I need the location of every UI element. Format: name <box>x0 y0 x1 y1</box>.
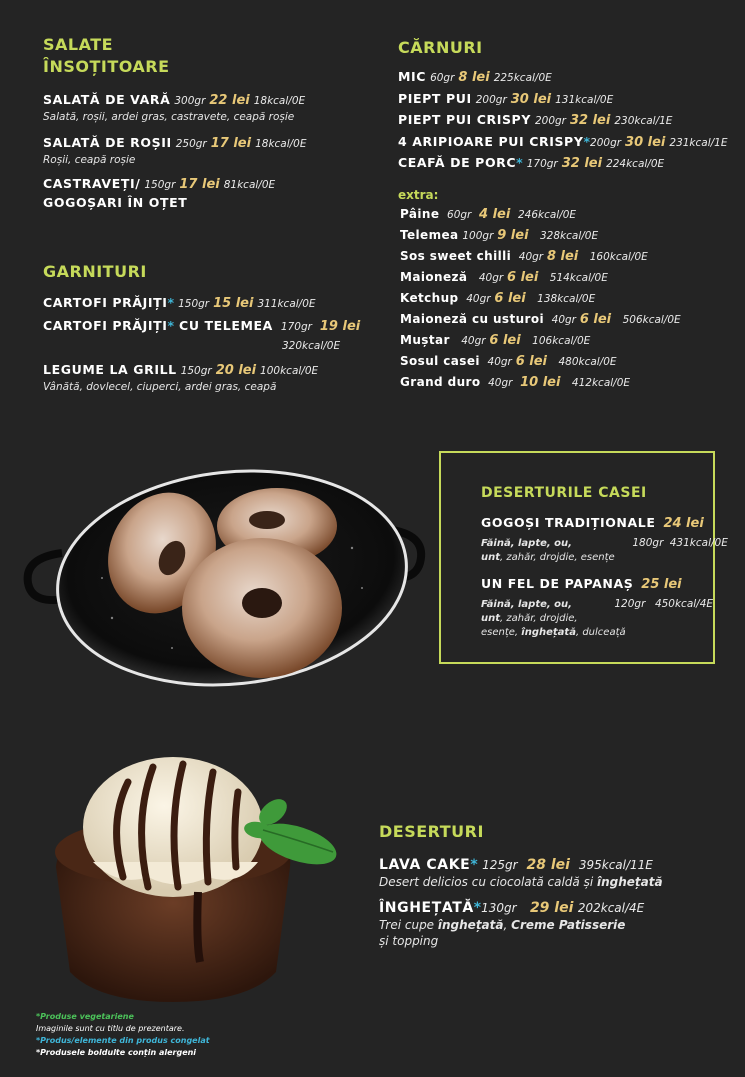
item-price: 9 lei <box>497 227 529 243</box>
item-weight: 40gr <box>518 250 544 263</box>
item-desc: , zahăr, drojdie, <box>500 613 578 624</box>
menu-item-lava-cake <box>379 857 739 890</box>
item-price: 6 lei <box>494 290 526 306</box>
extra-item <box>400 246 738 267</box>
item-name: LEGUME LA GRILL <box>43 362 177 377</box>
item-desc-bold: înghețată <box>437 918 504 932</box>
item-price: 32 lei <box>561 156 603 171</box>
item-price: 10 lei <box>520 374 561 390</box>
item-price: 28 lei <box>526 857 570 873</box>
item-name-line2: GOGOȘARI ÎN OȚET <box>43 195 188 210</box>
extra-item <box>400 288 738 309</box>
item-desc-bold: înghețată <box>521 627 576 638</box>
item-desc: Salată, roșii, ardei gras, castravete, ceapă roșie <box>43 111 295 123</box>
extra-item <box>400 330 738 351</box>
item-kcal: 320kcal/0E <box>282 340 341 352</box>
item-kcal: 230kcal/1E <box>614 115 673 127</box>
footnotes <box>36 1011 210 1059</box>
item-price: 22 lei <box>209 93 250 108</box>
item-price: 24 lei <box>663 516 704 531</box>
item-price: 25 lei <box>641 577 682 592</box>
item-weight: 300gr <box>174 95 206 107</box>
carnuri-section <box>398 37 738 393</box>
item-name: CARTOFI PRĂJIȚI <box>43 318 168 333</box>
menu-item-legume-grill <box>43 361 383 394</box>
salate-section <box>43 34 373 211</box>
item-kcal: 431kcal/0E <box>669 537 728 549</box>
carnuri-list <box>398 68 738 176</box>
item-price: 32 lei <box>569 113 611 128</box>
extra-item <box>400 267 738 288</box>
menu-item-piept-pui-crispy <box>398 111 738 133</box>
item-kcal: 131kcal/0E <box>555 93 614 106</box>
lava-cake-image <box>48 752 348 1007</box>
item-weight: 170gr <box>526 158 558 170</box>
menu-item-cartofi <box>43 294 383 313</box>
item-weight: 150gr <box>180 365 212 377</box>
item-weight: 40gr <box>487 355 512 368</box>
item-name: Muștar <box>400 332 450 347</box>
item-kcal: 412kcal/0E <box>571 376 631 389</box>
item-weight: 125gr <box>482 858 518 872</box>
item-kcal: 160kcal/0E <box>589 250 648 263</box>
item-price: 15 lei <box>213 296 254 311</box>
item-price: 30 lei <box>625 134 666 150</box>
footnote-allergens: *Produsele boldulte conțin alergeni <box>36 1048 197 1057</box>
menu-item-salata-de-rosii <box>43 134 373 167</box>
item-desc: , dulceață <box>575 627 626 638</box>
item-desc-bold: înghețată <box>596 875 663 889</box>
item-name: Pâine <box>400 206 440 221</box>
extra-item <box>400 351 738 372</box>
item-weight: 250gr <box>175 138 207 150</box>
item-weight: 40gr <box>461 334 486 347</box>
item-weight: 180gr <box>632 537 664 549</box>
item-weight: 40gr <box>478 271 504 284</box>
item-desc-bold: unt <box>481 613 501 624</box>
item-kcal: 18kcal/0E <box>255 138 307 150</box>
menu-item-papanas <box>481 575 713 640</box>
salate-title-line1: SALATE <box>43 35 114 54</box>
item-desc: Vânătă, dovlecel, ciuperci, ardei gras, ceapă <box>43 381 277 393</box>
item-name: UN FEL DE PAPANAȘ <box>481 576 634 591</box>
item-desc: , <box>503 918 512 932</box>
item-name: PIEPT PUI <box>398 90 472 106</box>
item-price: 8 lei <box>458 70 490 85</box>
footnote-vegetarian: *Produse vegetariene <box>36 1012 134 1021</box>
item-name: Grand duro <box>400 374 481 389</box>
menu-item-ceafa-porc <box>398 154 738 176</box>
item-name-suffix: CU TELEMEA <box>174 318 273 333</box>
deserturile-casei-box <box>439 451 728 664</box>
item-weight: 60gr <box>447 208 472 221</box>
extra-item <box>400 225 738 246</box>
item-price: 6 lei <box>579 311 612 327</box>
footnote-images: Imaginile sunt cu titlu de prezentare. <box>36 1024 185 1033</box>
item-desc: Trei cupe <box>379 918 438 932</box>
menu-item-aripioare <box>398 133 738 155</box>
item-kcal: 246kcal/0E <box>517 208 577 221</box>
item-price: 19 lei <box>319 319 361 334</box>
item-weight: 170gr <box>280 321 312 333</box>
item-kcal: 224kcal/0E <box>606 158 665 170</box>
item-price: 6 lei <box>489 332 521 348</box>
item-weight: 150gr <box>144 179 176 191</box>
item-name: MIC <box>398 69 427 84</box>
item-name: Maioneză <box>400 269 468 284</box>
item-price: 6 lei <box>515 353 547 369</box>
frozen-star: * <box>167 295 175 310</box>
menu-item-inghetata <box>379 900 739 949</box>
item-weight: 150gr <box>178 298 210 310</box>
item-name: ÎNGHEȚATĂ <box>379 900 474 916</box>
item-name: Sos sweet chilli <box>400 248 512 263</box>
carnuri-title: CĂRNURI <box>398 38 483 57</box>
item-desc-bold: Creme Patisserie <box>511 918 626 932</box>
item-price: 30 lei <box>510 91 552 107</box>
item-weight: 130gr <box>481 901 517 915</box>
frozen-star: * <box>470 857 478 873</box>
item-weight: 200gr <box>534 115 566 127</box>
item-weight: 100gr <box>462 229 494 242</box>
frozen-star: * <box>516 155 523 170</box>
item-desc: Roșii, ceapă roșie <box>43 154 136 166</box>
deserturile-casei-title: DESERTURILE CASEI <box>481 485 647 501</box>
menu-item-gogosi <box>481 514 728 565</box>
item-kcal: 106kcal/0E <box>532 334 591 347</box>
menu-item-salata-de-vara <box>43 91 373 124</box>
item-name: CARTOFI PRĂJIȚI <box>43 295 168 310</box>
item-weight: 200gr <box>590 136 622 149</box>
item-kcal: 450kcal/4E <box>654 598 714 610</box>
item-price: 6 lei <box>507 269 539 285</box>
item-name: LAVA CAKE <box>379 857 471 873</box>
item-weight: 200gr <box>475 93 507 106</box>
menu-item-cartofi-telemea <box>43 317 383 355</box>
item-desc-bold: Făină, lapte, ou, <box>481 538 572 549</box>
frozen-star: * <box>167 318 175 333</box>
salate-title-line2: ÎNSOȚITOARE <box>43 57 170 76</box>
item-name: CASTRAVEȚI/ <box>43 176 141 191</box>
item-weight: 120gr <box>614 598 646 610</box>
item-desc: , zahăr, drojdie, esențe <box>500 552 615 563</box>
item-price: 29 lei <box>529 900 574 916</box>
frozen-star: * <box>473 900 482 916</box>
garnituri-title: GARNITURI <box>43 262 147 281</box>
item-name: Sosul casei <box>400 353 480 368</box>
item-kcal: 506kcal/0E <box>622 313 681 326</box>
item-name: 4 ARIPIOARE PUI CRISPY <box>398 133 584 149</box>
menu-item-castraveti <box>43 175 373 211</box>
menu-item-piept-pui <box>398 90 738 112</box>
item-kcal: 395kcal/11E <box>578 858 653 872</box>
item-name: SALATĂ DE VARĂ <box>43 92 171 107</box>
extra-list <box>398 204 738 393</box>
extra-label: extra: <box>398 187 439 202</box>
item-kcal: 328kcal/0E <box>539 229 599 242</box>
item-weight: 40gr <box>551 313 576 326</box>
item-weight: 40gr <box>466 292 491 305</box>
item-price: 4 lei <box>479 206 511 222</box>
item-kcal: 202kcal/4E <box>577 901 645 915</box>
item-kcal: 18kcal/0E <box>253 95 306 107</box>
extra-item <box>400 372 738 393</box>
item-desc: Desert delicios cu ciocolată caldă și <box>379 875 597 889</box>
footnote-frozen: *Produs/elemente din produs congelat <box>36 1036 210 1045</box>
item-kcal: 138kcal/0E <box>537 292 596 305</box>
item-name: Ketchup <box>400 290 459 305</box>
item-weight: 60gr <box>430 72 455 84</box>
item-name: Telemea <box>400 227 459 242</box>
item-name: GOGOȘI TRADIȚIONALE <box>481 515 656 530</box>
salate-title <box>43 34 373 78</box>
item-kcal: 480kcal/0E <box>558 355 617 368</box>
item-price: 17 lei <box>179 177 220 192</box>
item-price: 17 lei <box>210 136 252 151</box>
donuts-pan-image <box>22 458 432 693</box>
item-name: Maioneză cu usturoi <box>400 311 545 326</box>
item-desc: esențe, <box>481 627 522 638</box>
item-desc-bold: Făină, lapte, ou, <box>481 599 572 610</box>
deserturi-section <box>379 821 739 949</box>
item-desc-bold: unt <box>481 552 501 563</box>
deserturi-title: DESERTURI <box>379 822 484 841</box>
item-name: CEAFĂ DE PORC <box>398 155 517 170</box>
garnituri-section <box>43 261 383 394</box>
item-kcal: 225kcal/0E <box>493 72 552 84</box>
item-price: 20 lei <box>215 363 257 378</box>
item-kcal: 231kcal/1E <box>669 136 728 149</box>
item-name: SALATĂ DE ROȘII <box>43 135 172 150</box>
menu-item-mic <box>398 68 738 90</box>
item-weight: 40gr <box>488 376 513 389</box>
frozen-star: * <box>583 133 591 149</box>
extra-item <box>400 309 738 330</box>
item-kcal: 100kcal/0E <box>260 365 319 377</box>
item-desc: și topping <box>379 934 439 948</box>
item-price: 8 lei <box>546 248 579 264</box>
item-kcal: 311kcal/0E <box>257 298 316 310</box>
item-name: PIEPT PUI CRISPY <box>398 112 531 127</box>
item-kcal: 81kcal/0E <box>223 179 276 191</box>
extra-item <box>400 204 738 225</box>
item-kcal: 514kcal/0E <box>549 271 608 284</box>
